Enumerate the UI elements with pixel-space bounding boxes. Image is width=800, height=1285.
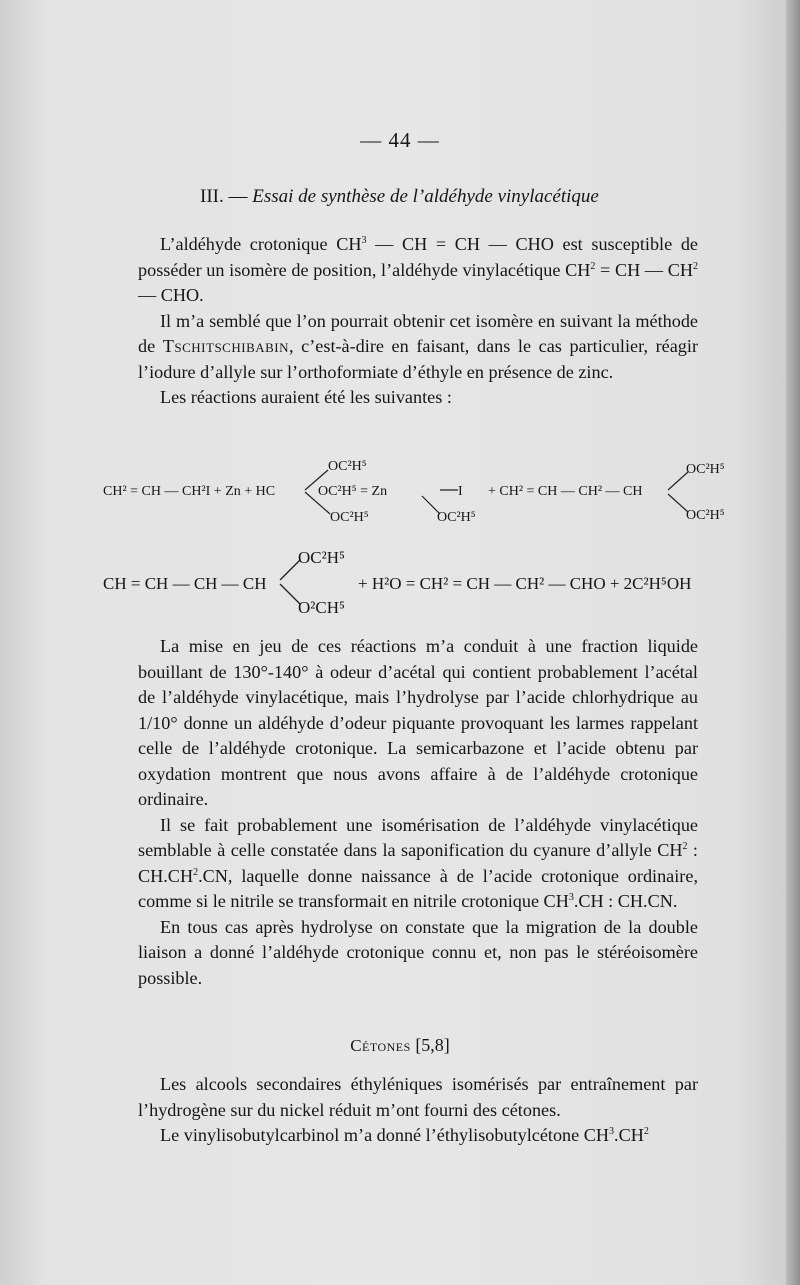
reaction1-iodine: I	[458, 484, 463, 499]
paragraph-6: En tous cas après hydrolyse on constate que la migration de la double liaison a donné l’aldéhyde crotonique connu et, non pas le stéréoisomère possible.	[138, 916, 698, 988]
subheading-label: Cétones	[350, 1036, 411, 1055]
paragraph-7: Les alcools secondaires éthyléniques isomérisés par entraînement par l’hydrogène sur du nickel réduit m’ont fourni des cétones.	[138, 1074, 698, 1120]
page-number: — 44 —	[360, 128, 440, 152]
reaction1-rhs-top: OC²H⁵	[686, 462, 725, 477]
reaction1-rhs-bottom: OC²H⁵	[686, 508, 725, 523]
cetones-text	[138, 1072, 698, 1149]
reaction1-bottom-group: OC²H⁵	[330, 510, 369, 525]
paragraph-5: Il se fait probablement une isomérisation de l’aldéhyde vinylacétique semblable à celle constatée dans la saponification du cyanure d’allyle $CH^2$ : $CH.CH^2.CN$, laquelle donne naissance à de l’acide crotonique ordinaire, comme si le nitrile se transformait en nitrile crotonique $CH^3.CH$ : CH.CN.	[138, 814, 698, 911]
paragraph-2: Il m’a semblé que l’on pourrait obtenir cet isomère en suivant la méthode de Tschitschibabin, c’est-à-dire en faisant, dans le cas particulier, réagir l’iodure d’allyle sur l’orthoformiate d’éthyle en présence de zinc.	[138, 310, 698, 382]
reaction1-lhs: CH² = CH — CH²I + Zn + HC	[103, 484, 276, 499]
paragraph-1: L’aldéhyde crotonique $CH^3$ — CH = CH — CHO est susceptible de posséder un isomère de position, l’aldéhyde vinylacétique $CH^2$ = CH — $CH^2$ — CHO.	[138, 234, 698, 305]
paragraph-4: La mise en jeu de ces réactions m’a conduit à une fraction liquide bouillant de 130°-140° à odeur d’acétal qui contient probablement l’acétal de l’aldéhyde vinylacétique, mais l’hydrolyse par l’acide chlorhydrique au 1/10° donne un aldéhyde d’odeur piquante provoquant les larmes rappelant celle de l’aldéhyde crotonique. La semicarbazone et l’acide obtenu par oxydation montrent que nous avons affaire à de l’aldéhyde crotonique ordinaire.	[138, 636, 698, 809]
reaction2-bottom-group: O²CH⁵	[298, 598, 345, 617]
subheading-cetones	[0, 1035, 800, 1056]
reaction1-top-group: OC²H⁵	[328, 459, 367, 474]
reaction1-bottom-group-2: OC²H⁵	[437, 510, 476, 525]
paragraph-8: Le vinylisobutylcarbinol m’a donné l’éthylisobutylcétone $CH^3.CH^2$	[160, 1125, 649, 1145]
reaction2-lhs: CH = CH — CH — CH	[103, 574, 267, 593]
reaction2-top-group: OC²H⁵	[298, 548, 345, 567]
author-name: Tschitschibabin	[162, 336, 290, 356]
reaction2-rhs: + H²O = CH² = CH — CH² — CHO + 2C²H⁵OH	[358, 574, 692, 593]
reaction1-rhs: + CH² = CH — CH² — CH	[488, 484, 643, 499]
paragraph-3: Les réactions auraient été les suivantes :	[160, 387, 452, 407]
subheading-reference: [5,8]	[415, 1035, 450, 1055]
section-title: Essai de synthèse de l’aldéhyde vinylacétique	[252, 186, 599, 207]
discussion-text	[138, 634, 698, 991]
section-numeral: III. —	[200, 186, 248, 207]
reaction1-mid-group: OC²H⁵ = Zn	[318, 484, 388, 499]
